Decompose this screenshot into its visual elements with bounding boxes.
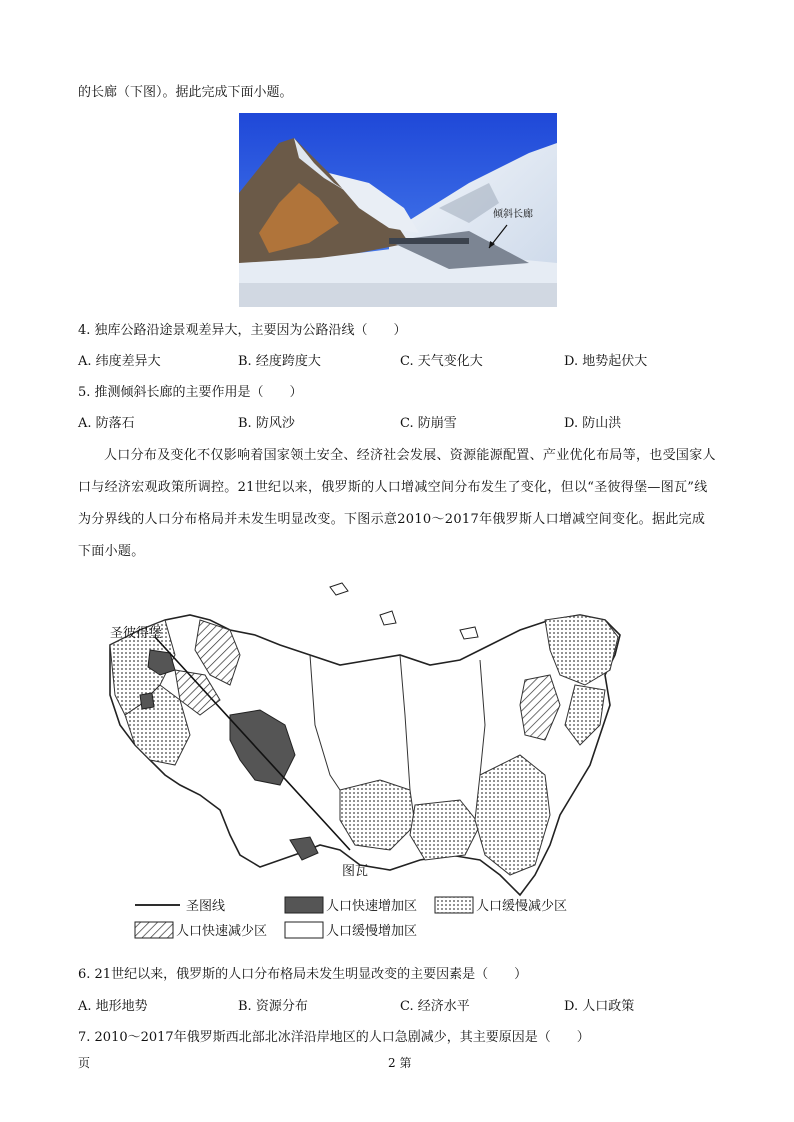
q7-stem: 7. 2010～2017年俄罗斯西北部北冰洋沿岸地区的人口急剧减少，其主要原因是（ ） xyxy=(78,1030,590,1045)
legend-fast-decrease-label: 人口快速减少区 xyxy=(176,924,268,939)
legend-fast-increase-swatch xyxy=(285,897,323,913)
q5-option-a: A. 防落石 xyxy=(78,416,135,431)
legend-fast-increase-label: 人口快速增加区 xyxy=(326,899,418,914)
photo-label: 倾斜长廊 xyxy=(493,209,533,220)
legend-slow-decrease-label: 人口缓慢减少区 xyxy=(476,899,568,914)
q6-option-a: A. 地形地势 xyxy=(78,999,148,1014)
footer-left: 页 xyxy=(78,1056,91,1070)
q4-option-a: A. 纬度差异大 xyxy=(78,354,161,369)
legend-slow-increase-label: 人口缓慢增加区 xyxy=(326,924,418,939)
footer-page-number: 2 第 xyxy=(388,1056,412,1070)
legend-fast-decrease-swatch xyxy=(135,922,173,938)
q6-option-c: C. 经济水平 xyxy=(400,999,470,1014)
q4-option-c: C. 天气变化大 xyxy=(400,354,483,369)
q5-option-b: B. 防风沙 xyxy=(238,416,295,431)
q5-option-c: C. 防崩雪 xyxy=(400,416,457,431)
q4-option-d: D. 地势起伏大 xyxy=(564,354,648,369)
legend-line-label: 圣图线 xyxy=(186,899,226,914)
q5-stem: 5. 推测倾斜长廊的主要作用是（ ） xyxy=(78,385,303,400)
q5-option-d: D. 防山洪 xyxy=(564,416,622,431)
legend-slow-decrease-swatch xyxy=(435,897,473,913)
q6-option-b: B. 资源分布 xyxy=(238,999,308,1014)
q4-option-b: B. 经度跨度大 xyxy=(238,354,321,369)
mountain-photo xyxy=(239,113,557,307)
city-label-spb: 圣彼得堡 xyxy=(110,626,163,641)
q6-option-d: D. 人口政策 xyxy=(564,999,635,1014)
legend-slow-increase-swatch xyxy=(285,922,323,938)
intro-line: 的长廊（下图）。据此完成下面小题。 xyxy=(78,85,293,100)
russia-population-map xyxy=(80,575,640,945)
city-label-tuva: 图瓦 xyxy=(342,864,369,879)
passage: 人口分布及变化不仅影响着国家领土安全、经济社会发展、资源能源配置、产业优化布局等，也受国家人口与经济宏观政策所调控。21世纪以来，俄罗斯的人口增减空间分布发生了变化，但以“圣彼得堡—图瓦”线为分界线的人口分布格局并未发生明显改变。下图示意2010～2017年俄罗斯人口增减空间变化。据此完成下面小题。 xyxy=(78,448,716,559)
q6-stem: 6. 21世纪以来，俄罗斯的人口分布格局未发生明显改变的主要因素是（ ） xyxy=(78,967,528,982)
q4-stem: 4. 独库公路沿途景观差异大，主要因为公路沿线（ ） xyxy=(78,323,407,338)
